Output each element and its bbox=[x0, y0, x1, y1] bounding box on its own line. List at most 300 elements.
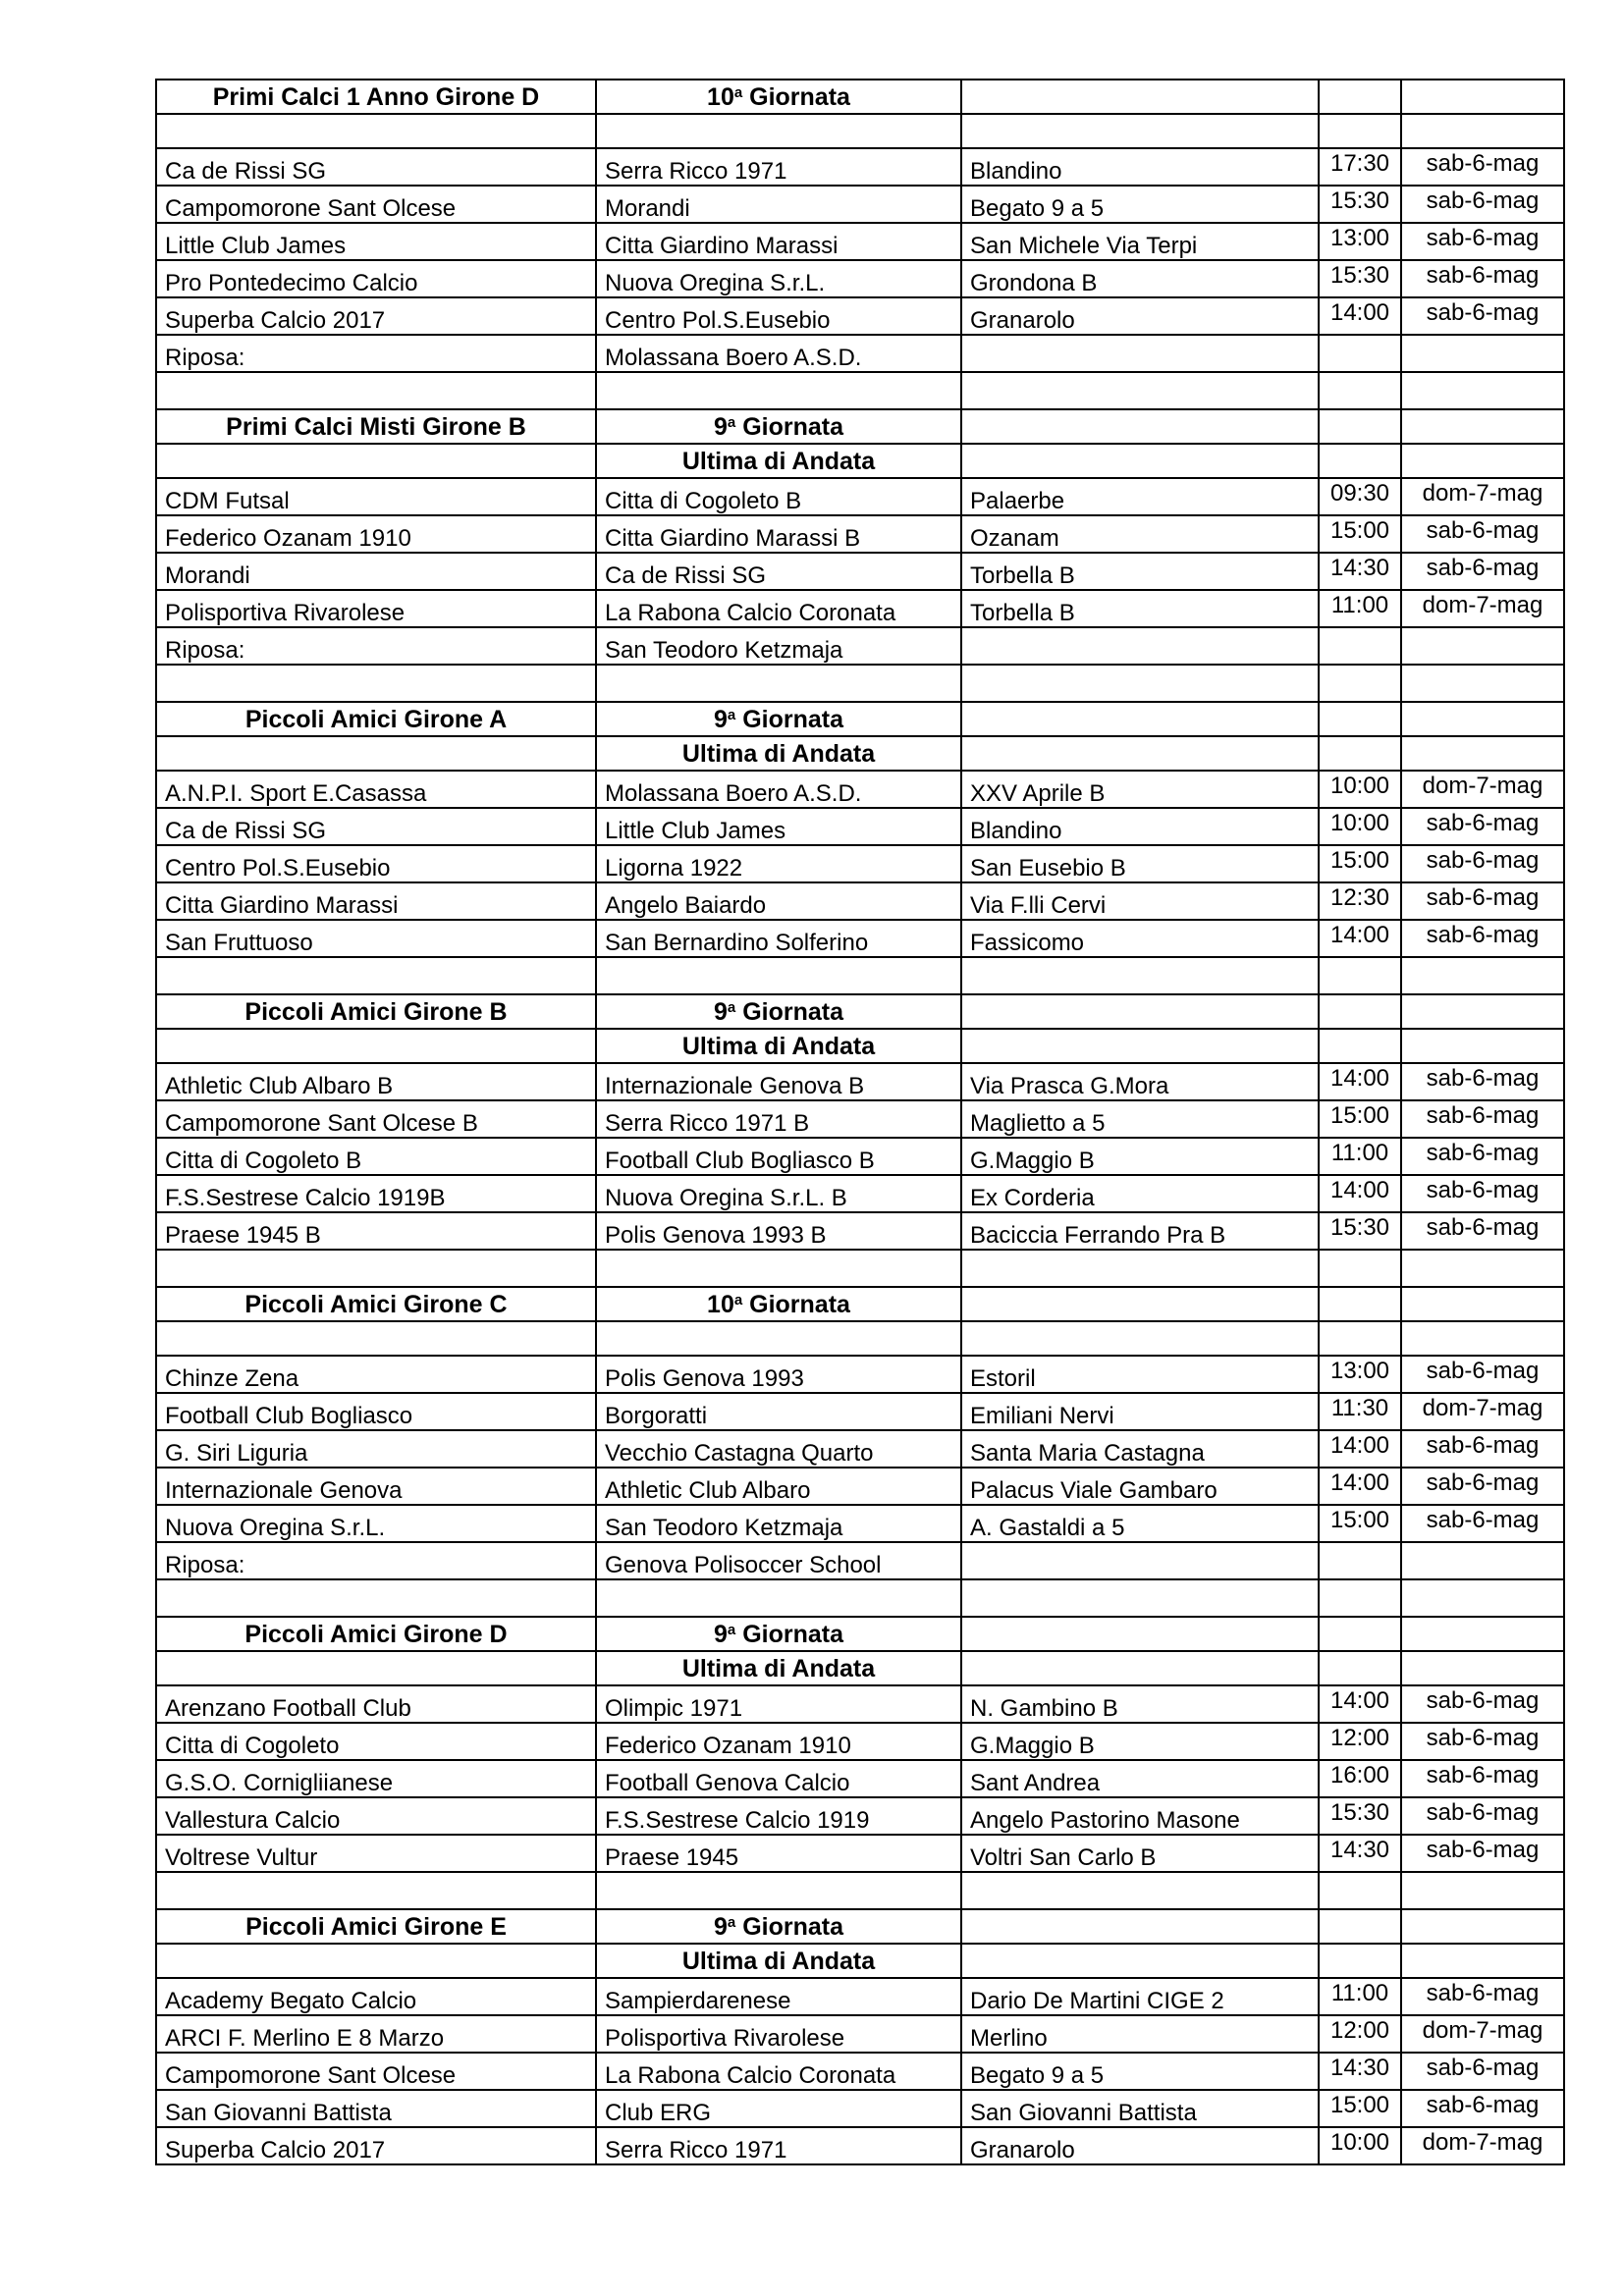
empty-cell bbox=[1319, 702, 1401, 736]
section-subtitle: Ultima di Andata bbox=[596, 1651, 961, 1685]
home-team: Chinze Zena bbox=[156, 1356, 596, 1393]
round-cell bbox=[596, 702, 961, 736]
home-team: Riposa: bbox=[156, 335, 596, 372]
round-word: Giornata bbox=[735, 705, 843, 733]
kickoff-time: 14:00 bbox=[1319, 1468, 1401, 1505]
venue: Blandino bbox=[961, 808, 1319, 845]
home-team: Academy Begato Calcio bbox=[156, 1978, 596, 2015]
away-team: Citta Giardino Marassi bbox=[596, 223, 961, 260]
venue: Estoril bbox=[961, 1356, 1319, 1393]
home-team: Riposa: bbox=[156, 627, 596, 665]
kickoff-time: 15:30 bbox=[1319, 186, 1401, 223]
away-team: Football Genova Calcio bbox=[596, 1760, 961, 1797]
empty-cell bbox=[1401, 1651, 1564, 1685]
match-row bbox=[156, 2015, 1564, 2053]
section-subtitle-row bbox=[156, 114, 1564, 148]
away-team: Polis Genova 1993 bbox=[596, 1356, 961, 1393]
spacer-row bbox=[156, 1250, 1564, 1287]
match-date: sab-6-mag bbox=[1401, 515, 1564, 553]
section-header bbox=[156, 409, 1564, 444]
home-team: Centro Pol.S.Eusebio bbox=[156, 845, 596, 882]
away-team: Citta di Cogoleto B bbox=[596, 478, 961, 515]
match-date: sab-6-mag bbox=[1401, 1723, 1564, 1760]
home-team: Federico Ozanam 1910 bbox=[156, 515, 596, 553]
empty-cell bbox=[1319, 1909, 1401, 1944]
empty-cell bbox=[1319, 1287, 1401, 1321]
match-date: sab-6-mag bbox=[1401, 920, 1564, 957]
away-team: Genova Polisoccer School bbox=[596, 1542, 961, 1579]
venue: Emiliani Nervi bbox=[961, 1393, 1319, 1430]
match-row bbox=[156, 1430, 1564, 1468]
empty-cell bbox=[1319, 1250, 1401, 1287]
empty-cell bbox=[961, 1250, 1319, 1287]
empty-cell bbox=[961, 1321, 1319, 1356]
round-ordinal: a bbox=[727, 413, 736, 431]
home-team: Superba Calcio 2017 bbox=[156, 2127, 596, 2164]
spacer-row bbox=[156, 1579, 1564, 1617]
away-team: Little Club James bbox=[596, 808, 961, 845]
venue: Grondona B bbox=[961, 260, 1319, 297]
kickoff-time bbox=[1319, 627, 1401, 665]
home-team: San Giovanni Battista bbox=[156, 2090, 596, 2127]
venue: Palacus Viale Gambaro bbox=[961, 1468, 1319, 1505]
kickoff-time: 16:00 bbox=[1319, 1760, 1401, 1797]
match-date: dom-7-mag bbox=[1401, 478, 1564, 515]
home-team: Athletic Club Albaro B bbox=[156, 1063, 596, 1100]
match-date: sab-6-mag bbox=[1401, 1356, 1564, 1393]
section-header bbox=[156, 1909, 1564, 1944]
match-row bbox=[156, 515, 1564, 553]
home-team: F.S.Sestrese Calcio 1919B bbox=[156, 1175, 596, 1212]
venue: A. Gastaldi a 5 bbox=[961, 1505, 1319, 1542]
round-ordinal: a bbox=[727, 1913, 736, 1931]
round-cell bbox=[596, 409, 961, 444]
empty-cell bbox=[1319, 1651, 1401, 1685]
kickoff-time: 12:30 bbox=[1319, 882, 1401, 920]
match-date: sab-6-mag bbox=[1401, 1212, 1564, 1250]
home-team: San Fruttuoso bbox=[156, 920, 596, 957]
section-subtitle bbox=[596, 1321, 961, 1356]
home-team: Morandi bbox=[156, 553, 596, 590]
empty-cell bbox=[156, 665, 596, 702]
section-header bbox=[156, 80, 1564, 114]
match-date: sab-6-mag bbox=[1401, 1835, 1564, 1872]
empty-cell bbox=[1401, 665, 1564, 702]
home-team: A.N.P.I. Sport E.Casassa bbox=[156, 771, 596, 808]
empty-cell bbox=[961, 702, 1319, 736]
match-row bbox=[156, 553, 1564, 590]
kickoff-time bbox=[1319, 335, 1401, 372]
round-title bbox=[714, 413, 843, 441]
match-date: sab-6-mag bbox=[1401, 1978, 1564, 2015]
empty-cell bbox=[1319, 372, 1401, 409]
venue bbox=[961, 1542, 1319, 1579]
empty-cell bbox=[156, 1872, 596, 1909]
match-row bbox=[156, 627, 1564, 665]
venue: Via F.lli Cervi bbox=[961, 882, 1319, 920]
empty-cell bbox=[596, 665, 961, 702]
kickoff-time: 14:00 bbox=[1319, 1430, 1401, 1468]
empty-cell bbox=[1401, 1872, 1564, 1909]
venue bbox=[961, 335, 1319, 372]
kickoff-time: 15:00 bbox=[1319, 2090, 1401, 2127]
match-row bbox=[156, 1978, 1564, 2015]
venue: Angelo Pastorino Masone bbox=[961, 1797, 1319, 1835]
away-team: Vecchio Castagna Quarto bbox=[596, 1430, 961, 1468]
away-team: Olimpic 1971 bbox=[596, 1685, 961, 1723]
venue: Merlino bbox=[961, 2015, 1319, 2053]
home-team: Vallestura Calcio bbox=[156, 1797, 596, 1835]
empty-cell bbox=[961, 372, 1319, 409]
group-title: Piccoli Amici Girone E bbox=[156, 1909, 596, 1944]
away-team: Federico Ozanam 1910 bbox=[596, 1723, 961, 1760]
section-subtitle-row bbox=[156, 736, 1564, 771]
group-title: Primi Calci Misti Girone B bbox=[156, 409, 596, 444]
match-row bbox=[156, 920, 1564, 957]
home-team: Campomorone Sant Olcese B bbox=[156, 1100, 596, 1138]
round-number: 10 bbox=[707, 82, 734, 111]
venue: San Eusebio B bbox=[961, 845, 1319, 882]
empty-cell bbox=[961, 1909, 1319, 1944]
empty-cell bbox=[1401, 1909, 1564, 1944]
venue: Via Prasca G.Mora bbox=[961, 1063, 1319, 1100]
match-row bbox=[156, 335, 1564, 372]
match-row bbox=[156, 2090, 1564, 2127]
match-row bbox=[156, 771, 1564, 808]
match-date bbox=[1401, 335, 1564, 372]
home-team: Little Club James bbox=[156, 223, 596, 260]
empty-cell bbox=[1319, 114, 1401, 148]
kickoff-time: 14:30 bbox=[1319, 553, 1401, 590]
empty-cell bbox=[961, 444, 1319, 478]
home-team: Polisportiva Rivarolese bbox=[156, 590, 596, 627]
match-row bbox=[156, 2053, 1564, 2090]
empty-cell bbox=[961, 1029, 1319, 1063]
match-row bbox=[156, 1542, 1564, 1579]
empty-cell bbox=[1319, 1579, 1401, 1617]
venue: Palaerbe bbox=[961, 478, 1319, 515]
home-team: Football Club Bogliasco bbox=[156, 1393, 596, 1430]
group-title: Primi Calci 1 Anno Girone D bbox=[156, 80, 596, 114]
match-row bbox=[156, 882, 1564, 920]
round-ordinal: a bbox=[733, 1291, 743, 1308]
match-row bbox=[156, 478, 1564, 515]
match-date: sab-6-mag bbox=[1401, 2090, 1564, 2127]
spacer-row bbox=[156, 372, 1564, 409]
schedule-body bbox=[156, 80, 1564, 2164]
match-date: sab-6-mag bbox=[1401, 186, 1564, 223]
empty-cell bbox=[1401, 1944, 1564, 1978]
home-team: G. Siri Liguria bbox=[156, 1430, 596, 1468]
empty-cell bbox=[961, 1651, 1319, 1685]
match-row bbox=[156, 1175, 1564, 1212]
section-header bbox=[156, 994, 1564, 1029]
match-date: sab-6-mag bbox=[1401, 882, 1564, 920]
match-row bbox=[156, 1685, 1564, 1723]
home-team: Citta di Cogoleto bbox=[156, 1723, 596, 1760]
venue: G.Maggio B bbox=[961, 1723, 1319, 1760]
kickoff-time: 15:00 bbox=[1319, 515, 1401, 553]
section-header bbox=[156, 1617, 1564, 1651]
away-team: Praese 1945 bbox=[596, 1835, 961, 1872]
home-team: ARCI F. Merlino E 8 Marzo bbox=[156, 2015, 596, 2053]
kickoff-time: 11:30 bbox=[1319, 1393, 1401, 1430]
away-team: Serra Ricco 1971 bbox=[596, 148, 961, 186]
away-team: Angelo Baiardo bbox=[596, 882, 961, 920]
match-row bbox=[156, 2127, 1564, 2164]
match-date: sab-6-mag bbox=[1401, 2053, 1564, 2090]
empty-cell bbox=[1401, 80, 1564, 114]
match-date: sab-6-mag bbox=[1401, 1063, 1564, 1100]
venue: Dario De Martini CIGE 2 bbox=[961, 1978, 1319, 2015]
round-number: 9 bbox=[714, 412, 728, 441]
section-header bbox=[156, 702, 1564, 736]
venue: Sant Andrea bbox=[961, 1760, 1319, 1797]
home-team: Superba Calcio 2017 bbox=[156, 297, 596, 335]
away-team: Serra Ricco 1971 bbox=[596, 2127, 961, 2164]
match-date: sab-6-mag bbox=[1401, 260, 1564, 297]
section-header bbox=[156, 1287, 1564, 1321]
away-team: Internazionale Genova B bbox=[596, 1063, 961, 1100]
kickoff-time: 15:30 bbox=[1319, 260, 1401, 297]
kickoff-time: 13:00 bbox=[1319, 1356, 1401, 1393]
empty-cell bbox=[1319, 1029, 1401, 1063]
venue: Torbella B bbox=[961, 553, 1319, 590]
match-row bbox=[156, 1835, 1564, 1872]
group-title: Piccoli Amici Girone D bbox=[156, 1617, 596, 1651]
round-ordinal: a bbox=[727, 706, 736, 723]
kickoff-time: 11:00 bbox=[1319, 590, 1401, 627]
empty-cell bbox=[1401, 372, 1564, 409]
round-word: Giornata bbox=[742, 1290, 850, 1318]
empty-cell bbox=[961, 80, 1319, 114]
match-row bbox=[156, 148, 1564, 186]
home-team: Campomorone Sant Olcese bbox=[156, 2053, 596, 2090]
home-team: CDM Futsal bbox=[156, 478, 596, 515]
venue: Torbella B bbox=[961, 590, 1319, 627]
match-date: dom-7-mag bbox=[1401, 2127, 1564, 2164]
empty-cell bbox=[1401, 1029, 1564, 1063]
empty-cell bbox=[596, 1579, 961, 1617]
match-date: dom-7-mag bbox=[1401, 2015, 1564, 2053]
away-team: Citta Giardino Marassi B bbox=[596, 515, 961, 553]
kickoff-time: 15:30 bbox=[1319, 1212, 1401, 1250]
empty-cell bbox=[156, 1944, 596, 1978]
match-row bbox=[156, 1356, 1564, 1393]
round-cell bbox=[596, 1287, 961, 1321]
empty-cell bbox=[1401, 702, 1564, 736]
empty-cell bbox=[156, 736, 596, 771]
round-word: Giornata bbox=[735, 412, 843, 441]
match-date: dom-7-mag bbox=[1401, 771, 1564, 808]
away-team: Ligorna 1922 bbox=[596, 845, 961, 882]
away-team: Nuova Oregina S.r.L. bbox=[596, 260, 961, 297]
match-date: dom-7-mag bbox=[1401, 590, 1564, 627]
empty-cell bbox=[1319, 444, 1401, 478]
home-team: Riposa: bbox=[156, 1542, 596, 1579]
section-subtitle-row bbox=[156, 1944, 1564, 1978]
away-team: Morandi bbox=[596, 186, 961, 223]
match-row bbox=[156, 223, 1564, 260]
round-ordinal: a bbox=[733, 83, 743, 101]
home-team: Citta di Cogoleto B bbox=[156, 1138, 596, 1175]
empty-cell bbox=[961, 1944, 1319, 1978]
empty-cell bbox=[961, 1579, 1319, 1617]
empty-cell bbox=[1319, 665, 1401, 702]
away-team: Ca de Rissi SG bbox=[596, 553, 961, 590]
kickoff-time: 14:00 bbox=[1319, 297, 1401, 335]
round-number: 9 bbox=[714, 1912, 728, 1941]
group-title: Piccoli Amici Girone B bbox=[156, 994, 596, 1029]
kickoff-time: 14:30 bbox=[1319, 2053, 1401, 2090]
section-subtitle: Ultima di Andata bbox=[596, 736, 961, 771]
empty-cell bbox=[156, 444, 596, 478]
kickoff-time: 09:30 bbox=[1319, 478, 1401, 515]
round-title bbox=[707, 1291, 850, 1318]
empty-cell bbox=[961, 409, 1319, 444]
kickoff-time: 11:00 bbox=[1319, 1138, 1401, 1175]
section-subtitle bbox=[596, 114, 961, 148]
match-row bbox=[156, 845, 1564, 882]
section-subtitle: Ultima di Andata bbox=[596, 1029, 961, 1063]
home-team: Pro Pontedecimo Calcio bbox=[156, 260, 596, 297]
group-title: Piccoli Amici Girone C bbox=[156, 1287, 596, 1321]
match-date bbox=[1401, 627, 1564, 665]
round-number: 9 bbox=[714, 997, 728, 1026]
away-team: Serra Ricco 1971 B bbox=[596, 1100, 961, 1138]
venue: Blandino bbox=[961, 148, 1319, 186]
away-team: Football Club Bogliasco B bbox=[596, 1138, 961, 1175]
round-number: 10 bbox=[707, 1290, 734, 1318]
round-cell bbox=[596, 994, 961, 1029]
kickoff-time: 14:00 bbox=[1319, 1175, 1401, 1212]
away-team: Club ERG bbox=[596, 2090, 961, 2127]
empty-cell bbox=[1401, 736, 1564, 771]
match-row bbox=[156, 260, 1564, 297]
empty-cell bbox=[596, 1250, 961, 1287]
spacer-row bbox=[156, 1872, 1564, 1909]
kickoff-time: 15:00 bbox=[1319, 1100, 1401, 1138]
venue: Santa Maria Castagna bbox=[961, 1430, 1319, 1468]
match-date: sab-6-mag bbox=[1401, 223, 1564, 260]
spacer-row bbox=[156, 665, 1564, 702]
venue: Granarolo bbox=[961, 2127, 1319, 2164]
venue: N. Gambino B bbox=[961, 1685, 1319, 1723]
away-team: Molassana Boero A.S.D. bbox=[596, 335, 961, 372]
empty-cell bbox=[1401, 1250, 1564, 1287]
match-date: dom-7-mag bbox=[1401, 1393, 1564, 1430]
match-date bbox=[1401, 1542, 1564, 1579]
kickoff-time: 15:30 bbox=[1319, 1797, 1401, 1835]
schedule-table bbox=[155, 79, 1565, 2165]
away-team: Centro Pol.S.Eusebio bbox=[596, 297, 961, 335]
empty-cell bbox=[156, 372, 596, 409]
empty-cell bbox=[596, 1872, 961, 1909]
kickoff-time: 10:00 bbox=[1319, 2127, 1401, 2164]
venue: Begato 9 a 5 bbox=[961, 186, 1319, 223]
venue: Maglietto a 5 bbox=[961, 1100, 1319, 1138]
section-subtitle: Ultima di Andata bbox=[596, 1944, 961, 1978]
empty-cell bbox=[1401, 444, 1564, 478]
venue: San Giovanni Battista bbox=[961, 2090, 1319, 2127]
home-team: Campomorone Sant Olcese bbox=[156, 186, 596, 223]
round-number: 9 bbox=[714, 1620, 728, 1648]
venue: Begato 9 a 5 bbox=[961, 2053, 1319, 2090]
round-title bbox=[707, 83, 850, 111]
home-team: Citta Giardino Marassi bbox=[156, 882, 596, 920]
empty-cell bbox=[961, 665, 1319, 702]
match-date: sab-6-mag bbox=[1401, 1100, 1564, 1138]
section-subtitle: Ultima di Andata bbox=[596, 444, 961, 478]
round-title bbox=[714, 1913, 843, 1941]
kickoff-time bbox=[1319, 1542, 1401, 1579]
away-team: Polis Genova 1993 B bbox=[596, 1212, 961, 1250]
round-number: 9 bbox=[714, 705, 728, 733]
empty-cell bbox=[1319, 736, 1401, 771]
away-team: Borgoratti bbox=[596, 1393, 961, 1430]
round-title bbox=[714, 998, 843, 1026]
empty-cell bbox=[156, 1321, 596, 1356]
match-date: sab-6-mag bbox=[1401, 297, 1564, 335]
match-row bbox=[156, 590, 1564, 627]
empty-cell bbox=[156, 957, 596, 994]
empty-cell bbox=[1319, 80, 1401, 114]
home-team: Voltrese Vultur bbox=[156, 1835, 596, 1872]
empty-cell bbox=[1319, 957, 1401, 994]
empty-cell bbox=[961, 736, 1319, 771]
match-date: sab-6-mag bbox=[1401, 1797, 1564, 1835]
away-team: Sampierdarenese bbox=[596, 1978, 961, 2015]
round-word: Giornata bbox=[735, 997, 843, 1026]
away-team: Polisportiva Rivarolese bbox=[596, 2015, 961, 2053]
empty-cell bbox=[961, 1872, 1319, 1909]
round-word: Giornata bbox=[735, 1912, 843, 1941]
away-team: La Rabona Calcio Coronata bbox=[596, 590, 961, 627]
match-row bbox=[156, 1505, 1564, 1542]
match-date: sab-6-mag bbox=[1401, 1685, 1564, 1723]
empty-cell bbox=[1401, 114, 1564, 148]
match-row bbox=[156, 1212, 1564, 1250]
round-ordinal: a bbox=[727, 1621, 736, 1638]
match-date: sab-6-mag bbox=[1401, 1468, 1564, 1505]
round-word: Giornata bbox=[742, 82, 850, 111]
empty-cell bbox=[1401, 1287, 1564, 1321]
away-team: Athletic Club Albaro bbox=[596, 1468, 961, 1505]
empty-cell bbox=[596, 957, 961, 994]
home-team: Arenzano Football Club bbox=[156, 1685, 596, 1723]
round-word: Giornata bbox=[735, 1620, 843, 1648]
empty-cell bbox=[961, 994, 1319, 1029]
kickoff-time: 15:00 bbox=[1319, 845, 1401, 882]
home-team: Internazionale Genova bbox=[156, 1468, 596, 1505]
empty-cell bbox=[596, 372, 961, 409]
venue: Voltri San Carlo B bbox=[961, 1835, 1319, 1872]
section-subtitle-row bbox=[156, 444, 1564, 478]
empty-cell bbox=[1319, 994, 1401, 1029]
spacer-row bbox=[156, 957, 1564, 994]
match-date: sab-6-mag bbox=[1401, 808, 1564, 845]
match-date: sab-6-mag bbox=[1401, 1760, 1564, 1797]
match-date: sab-6-mag bbox=[1401, 148, 1564, 186]
home-team: Ca de Rissi SG bbox=[156, 148, 596, 186]
match-row bbox=[156, 1797, 1564, 1835]
empty-cell bbox=[961, 1617, 1319, 1651]
empty-cell bbox=[961, 114, 1319, 148]
kickoff-time: 15:00 bbox=[1319, 1505, 1401, 1542]
home-team: Praese 1945 B bbox=[156, 1212, 596, 1250]
round-title bbox=[714, 706, 843, 733]
venue: Granarolo bbox=[961, 297, 1319, 335]
